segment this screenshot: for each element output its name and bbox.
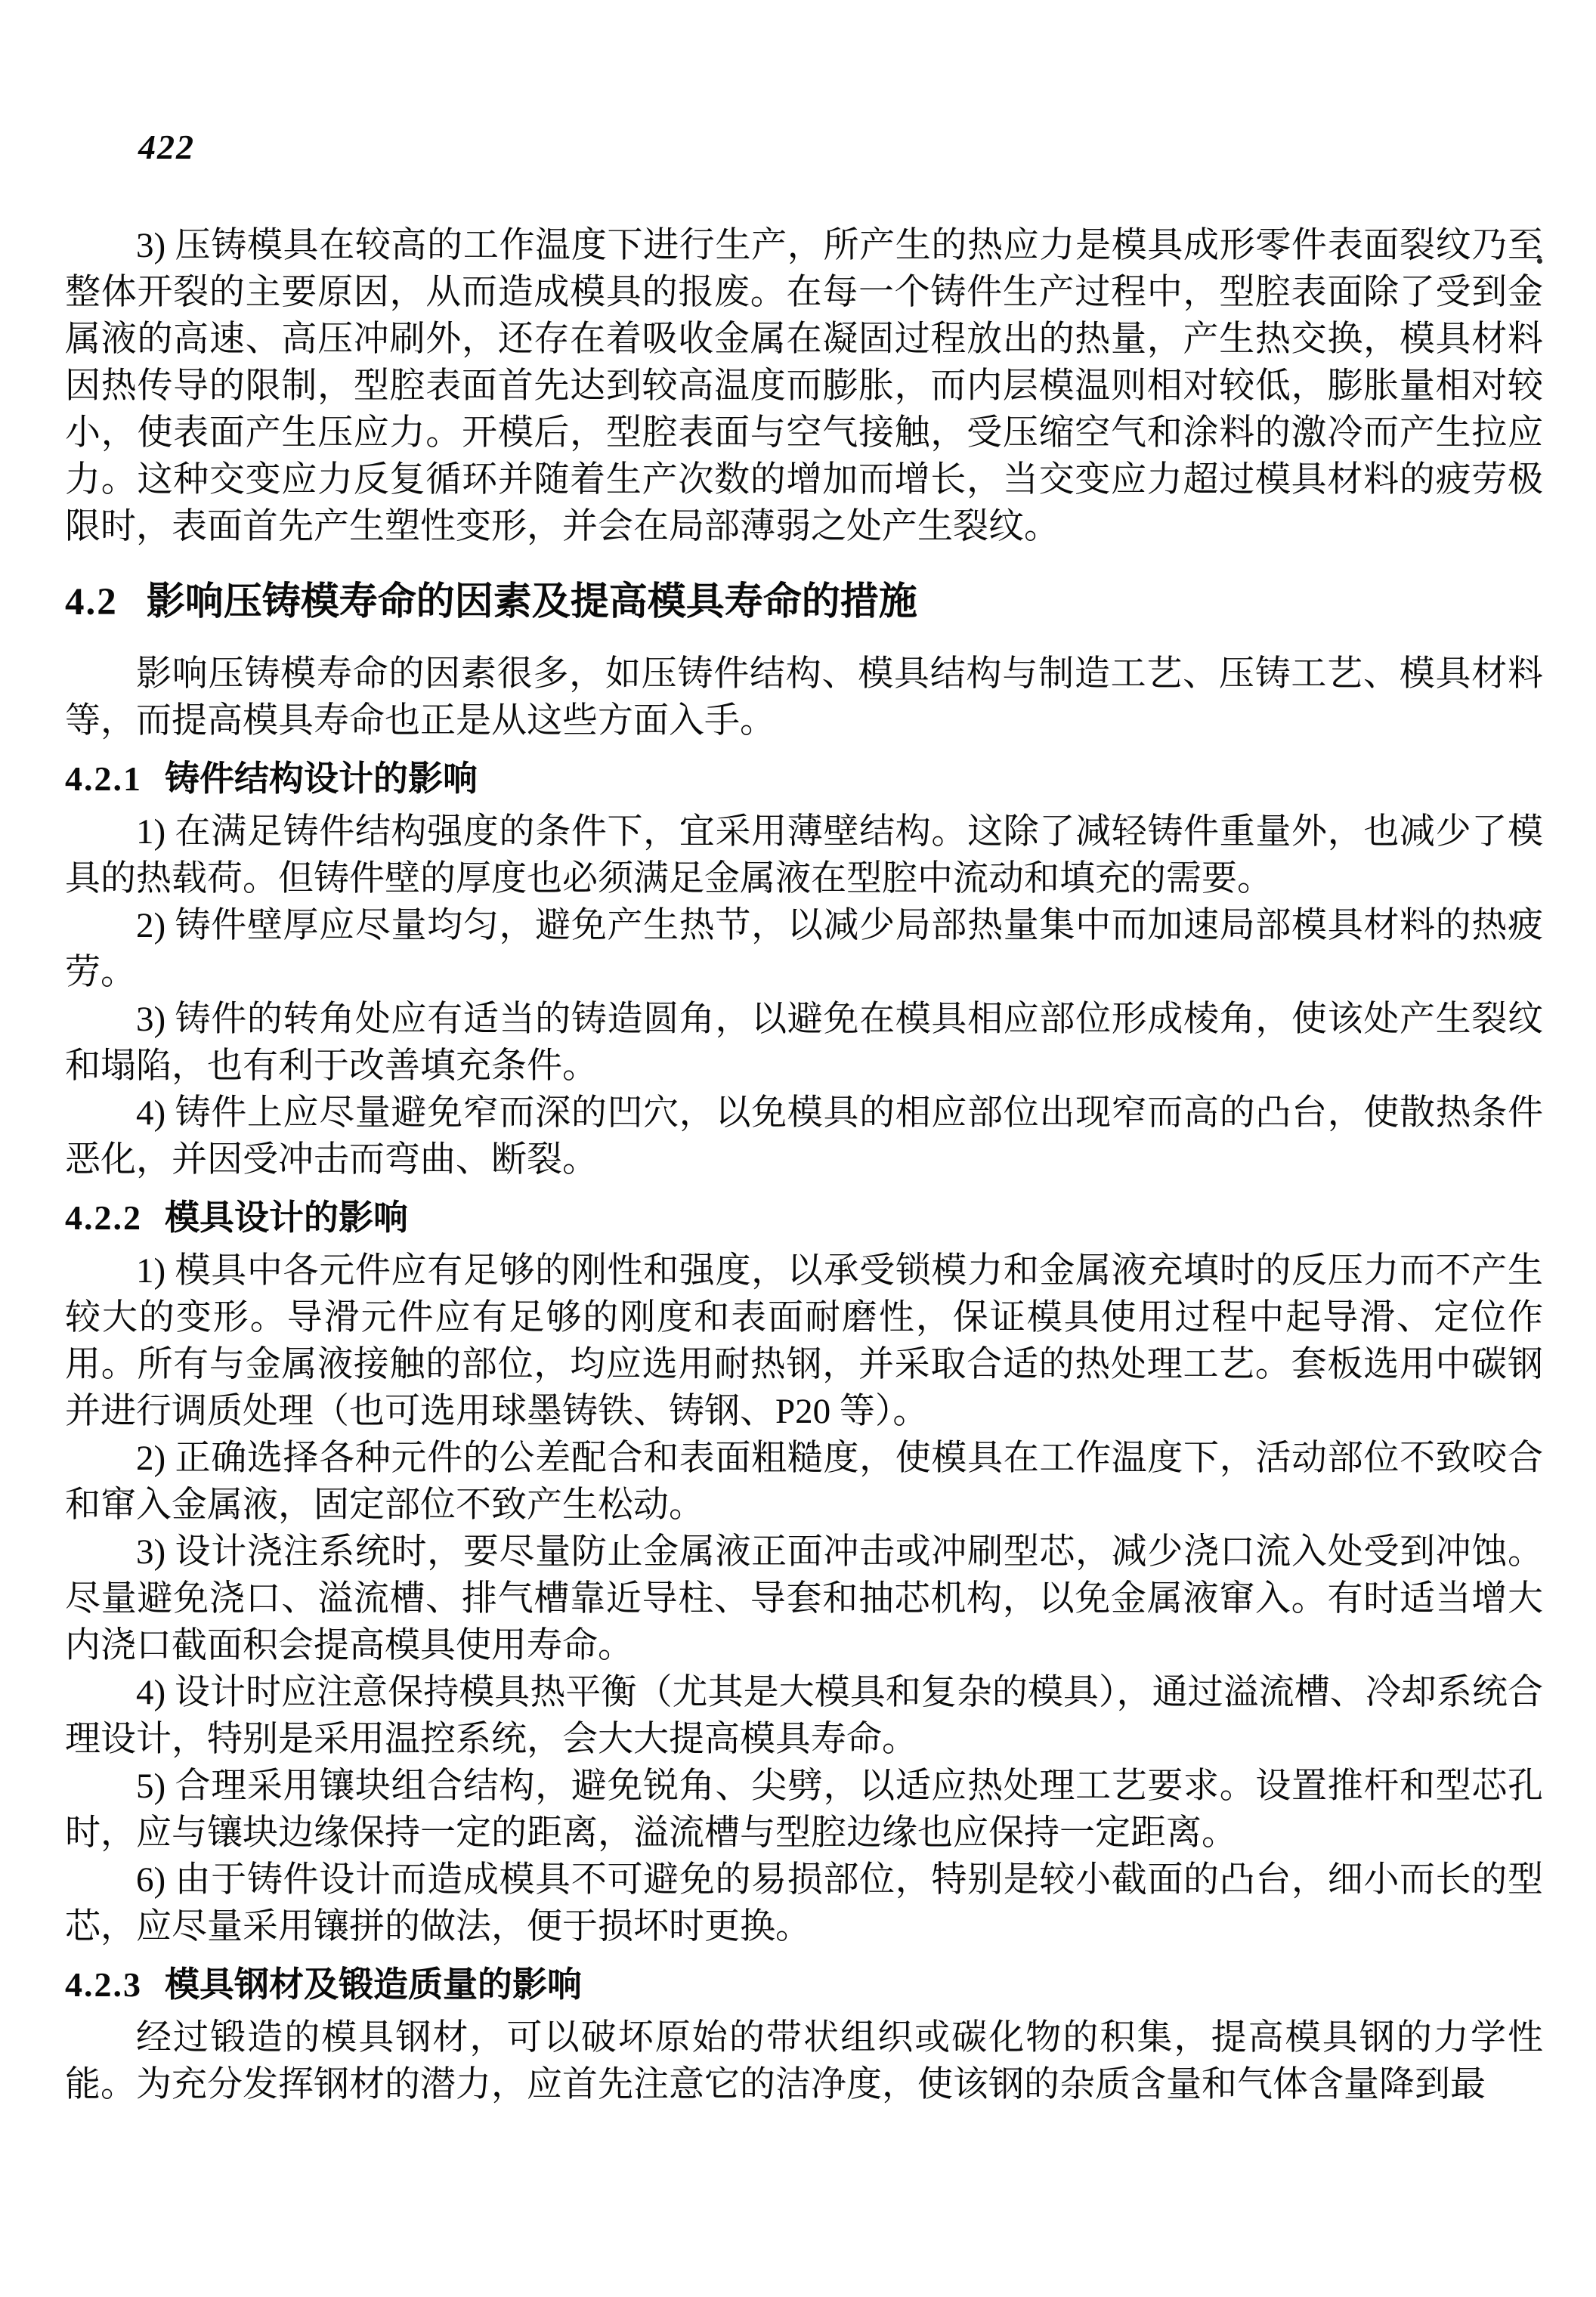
section-heading-4-2-1	[65, 755, 1543, 802]
section-heading-4-2-2	[65, 1194, 1543, 1241]
heading-title: 影响压铸模寿命的因素及提高模具寿命的措施	[146, 580, 917, 623]
heading-title: 模具钢材及锻造质量的影响	[165, 1965, 582, 2004]
paragraph-casting-item-2: 2) 铸件壁厚应尽量均匀，避免产生热节，以减少局部热量集中而加速局部模具材料的热疲劳。	[65, 906, 1543, 992]
paragraph-thermal-stress: 3) 压铸模具在较高的工作温度下进行生产，所产生的热应力是模具成形零件表面裂纹乃至整体开裂的主要原因，从而造成模具的报废。在每一个铸件生产过程中，型腔表面除了受到金属液的高速、高压冲刷外，还存在着吸收金属在凝固过程放出的热量，产生热交换，模具材料因热传导的限制，型腔表面首先达到较高温度而膨胀，而内层模温则相对较低，膨胀量相对较小，使表面产生压应力。开模后，型腔表面与空气接触，受压缩空气和涂料的激冷而产生拉应力。这种交变应力反复循环并随着生产次数的增加而增长，当交变应力超过模具材料的疲劳极限时，表面首先产生塑性变形，并会在局部薄弱之处产生裂纹。	[65, 226, 1543, 546]
paragraph-mold-item-2: 2) 正确选择各种元件的公差配合和表面粗糙度，使模具在工作温度下，活动部位不致咬合和窜入金属液，固定部位不致产生松动。	[65, 1439, 1543, 1525]
heading-number: 4.2.1	[65, 759, 142, 798]
page-number: 422	[138, 128, 195, 166]
paragraph-casting-item-1: 1) 在满足铸件结构强度的条件下，宜采用薄壁结构。这除了减轻铸件重量外，也减少了模具的热载荷。但铸件壁的厚度也必须满足金属液在型腔中流动和填充的需要。	[65, 812, 1543, 898]
heading-title: 模具设计的影响	[165, 1198, 408, 1237]
section-heading-4-2-3	[65, 1961, 1543, 2008]
section-heading-4-2	[65, 577, 1543, 626]
heading-number: 4.2	[65, 581, 118, 623]
paragraph-overview: 影响压铸模寿命的因素很多，如压铸件结构、模具结构与制造工艺、压铸工艺、模具材料等，而提高模具寿命也正是从这些方面入手。	[65, 654, 1543, 740]
heading-title: 铸件结构设计的影响	[165, 759, 478, 798]
paragraph-mold-item-4: 4) 设计时应注意保持模具热平衡（尤其是大模具和复杂的模具），通过溢流槽、冷却系统合理设计，特别是采用温控系统，会大大提高模具寿命。	[65, 1673, 1543, 1759]
paragraph-mold-item-1: 1) 模具中各元件应有足够的刚性和强度，以承受锁模力和金属液充填时的反压力而不产生较大的变形。导滑元件应有足够的刚度和表面耐磨性，保证模具使用过程中起导滑、定位作用。所有与金属液接触的部位，均应选用耐热钢，并采取合适的热处理工艺。套板选用中碳钢并进行调质处理（也可选用球墨铸铁、铸钢、P20 等）。	[65, 1251, 1543, 1431]
page-content	[65, 222, 1543, 2108]
paragraph-mold-item-6: 6) 由于铸件设计而造成模具不可避免的易损部位，特别是较小截面的凸台，细小而长的型芯，应尽量采用镶拼的做法，便于损坏时更换。	[65, 1860, 1543, 1946]
paragraph-casting-item-4: 4) 铸件上应尽量避免窄而深的凹穴，以免模具的相应部位出现窄而高的凸台，使散热条件恶化，并因受冲击而弯曲、断裂。	[65, 1093, 1543, 1179]
paragraph-mold-item-5: 5) 合理采用镶块组合结构，避免锐角、尖劈，以适应热处理工艺要求。设置推杆和型芯孔时，应与镶块边缘保持一定的距离，溢流槽与型腔边缘也应保持一定距离。	[65, 1767, 1543, 1853]
paragraph-casting-item-3: 3) 铸件的转角处应有适当的铸造圆角，以避免在模具相应部位形成棱角，使该处产生裂纹和塌陷，也有利于改善填充条件。	[65, 1000, 1543, 1086]
heading-number: 4.2.2	[65, 1198, 142, 1237]
heading-number: 4.2.3	[65, 1965, 142, 2004]
paragraph-mold-item-3: 3) 设计浇注系统时，要尽量防止金属液正面冲击或冲刷型芯，减少浇口流入处受到冲蚀。尽量避免浇口、溢流槽、排气槽靠近导柱、导套和抽芯机构，以免金属液窜入。有时适当增大内浇口截面积会提高模具使用寿命。	[65, 1532, 1543, 1665]
paragraph-steel-forging: 经过锻造的模具钢材，可以破坏原始的带状组织或碳化物的积集，提高模具钢的力学性能。为充分发挥钢材的潜力，应首先注意它的洁净度，使该钢的杂质含量和气体含量降到最	[65, 2018, 1543, 2104]
